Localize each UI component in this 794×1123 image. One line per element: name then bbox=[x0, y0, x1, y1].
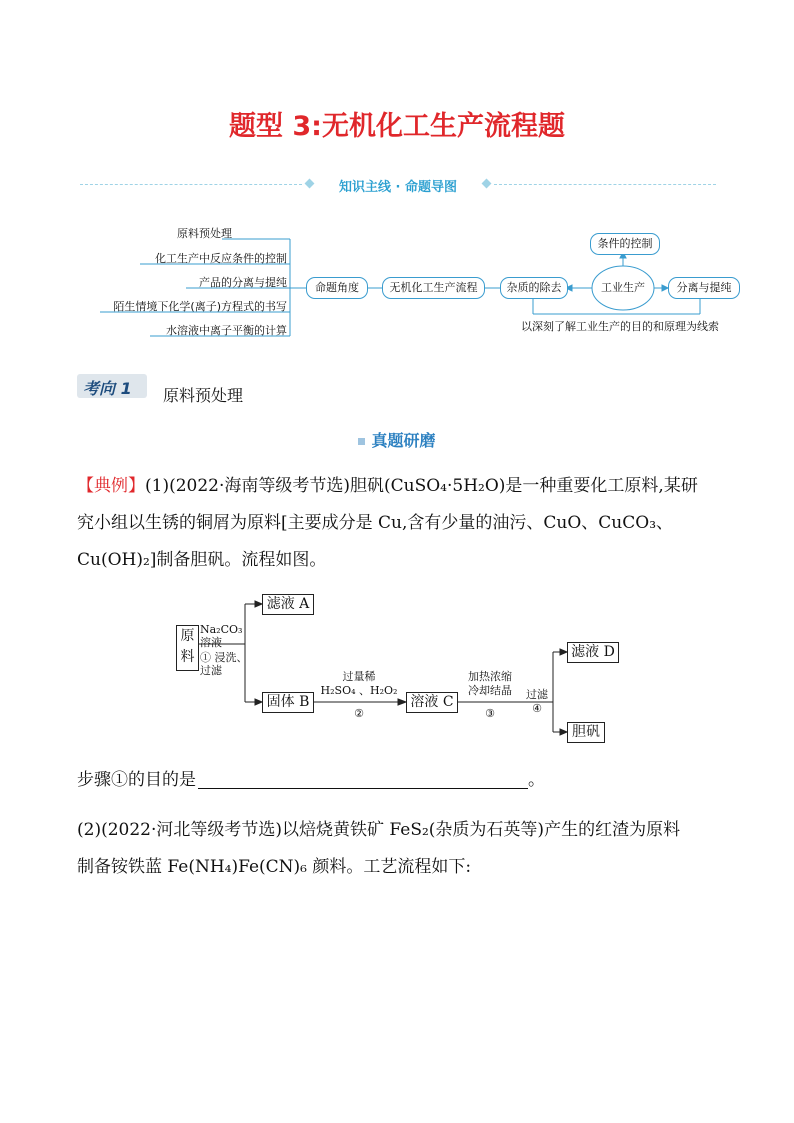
question-text: 步骤①的目的是 bbox=[77, 770, 196, 790]
mindmap-industry-label: 工业生产 bbox=[601, 281, 645, 294]
section-title bbox=[0, 428, 794, 451]
example-part2 bbox=[77, 812, 717, 886]
example-tag: 【典例】 bbox=[77, 476, 145, 496]
example-part1 bbox=[77, 468, 717, 579]
flow-step1-b: 过滤 bbox=[200, 664, 222, 677]
mindmap-center-box: 无机化工生产流程 bbox=[382, 277, 485, 299]
flow-op4: 过滤 bbox=[526, 688, 548, 701]
answer-blank[interactable] bbox=[198, 766, 528, 789]
mindmap-angle-box: 命题角度 bbox=[306, 277, 368, 299]
flow-filtrate-d: 滤液 D bbox=[567, 642, 619, 663]
flow-step3: ③ bbox=[485, 707, 495, 720]
mindmap-item-raw-pretreatment: 原料预处理 bbox=[177, 227, 232, 240]
page-title: 题型 3:无机化工生产流程题 bbox=[229, 111, 565, 142]
part2-line-1: (2)(2022·河北等级考节选)以焙烧黄铁矿 FeS₂(杂质为石英等)产生的红渣为原料 bbox=[77, 820, 681, 840]
flow-op3-a: 加热浓缩 bbox=[468, 670, 512, 683]
flow-reagent1-a: Na₂CO₃ bbox=[200, 623, 243, 636]
flow-arrows bbox=[0, 580, 794, 750]
example-line-1 bbox=[77, 468, 717, 505]
flow-step4: ④ bbox=[532, 702, 542, 715]
kaoxiang-badge-label: 考向 1 bbox=[83, 379, 132, 398]
mind-map bbox=[0, 0, 794, 345]
subtitle: 知识主线 · 命题导图 bbox=[339, 180, 457, 195]
section-title-text: 真题研磨 bbox=[371, 431, 436, 450]
example-text-1: (1)(2022·海南等级考节选)胆矾(CuSO₄·5H₂O)是一种重要化工原料,某研 bbox=[145, 476, 698, 496]
kaoxiang-title: 原料预处理 bbox=[163, 386, 244, 405]
part2-line-2: 制备铵铁蓝 Fe(NH₄)Fe(CN)₆ 颜料。工艺流程如下: bbox=[77, 857, 472, 877]
flow-reagent2-b: H₂SO₄ 、H₂O₂ bbox=[320, 684, 398, 697]
flow-reagent1-b: 溶液 bbox=[200, 636, 222, 649]
flow-solid-b: 固体 B bbox=[262, 692, 314, 713]
flow-reagent2-a: 过量稀 bbox=[342, 670, 376, 683]
flow-solution-c: 溶液 C bbox=[406, 692, 458, 713]
flow-op3-b: 冷却结晶 bbox=[468, 684, 512, 697]
mindmap-impurity-box: 杂质的除去 bbox=[500, 277, 568, 299]
mindmap-item-product-separation: 产品的分离与提纯 bbox=[199, 276, 287, 289]
kaoxiang-badge bbox=[77, 374, 147, 398]
mindmap-item-ion-equilibrium: 水溶液中离子平衡的计算 bbox=[166, 324, 287, 337]
mindmap-separation-box: 分离与提纯 bbox=[668, 277, 740, 299]
mindmap-condition-box: 条件的控制 bbox=[590, 233, 660, 255]
mindmap-note: 以深刻了解工业生产的目的和原理为线索 bbox=[521, 320, 719, 333]
flow-filtrate-a: 滤液 A bbox=[262, 594, 314, 615]
mindmap-item-equation-writing: 陌生情境下化学(离子)方程式的书写 bbox=[113, 300, 287, 313]
question-end: 。 bbox=[528, 770, 545, 790]
flow-step2: ② bbox=[354, 707, 364, 720]
question-line bbox=[77, 762, 717, 799]
flow-step1-a: ① 浸洗、 bbox=[200, 651, 248, 664]
flow-product: 胆矾 bbox=[567, 722, 605, 743]
example-line-2: 究小组以生锈的铜屑为原料[主要成分是 Cu,含有少量的油污、CuO、CuCO₃、 bbox=[77, 513, 674, 533]
flow-diagram bbox=[0, 580, 794, 750]
example-line-3: Cu(OH)₂]制备胆矾。流程如图。 bbox=[77, 550, 327, 570]
square-icon bbox=[358, 438, 365, 445]
flow-raw-material: 原料 bbox=[176, 625, 199, 671]
mindmap-item-reaction-conditions: 化工生产中反应条件的控制 bbox=[155, 252, 287, 265]
